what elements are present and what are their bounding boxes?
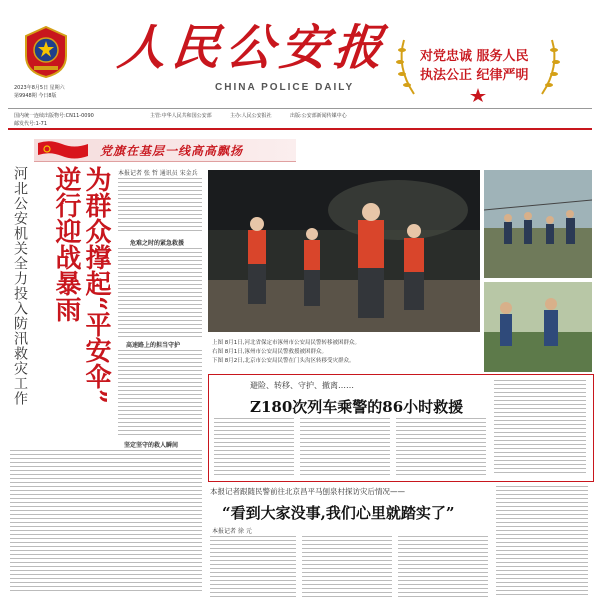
- interview-body-col-2: [302, 536, 392, 598]
- lead-body-text-3: [118, 350, 202, 438]
- rescue-photo-right: [484, 170, 592, 278]
- slogan-line-1: 对党忠诚 服务人民: [420, 49, 529, 64]
- lead-body-text-4: [10, 450, 202, 592]
- issue-date: 2023年8月5日 星期六: [14, 85, 65, 91]
- interview-kicker: 本报记者跟随民警前往北京昌平马刨泉村探访灾后情况——: [210, 487, 405, 496]
- masthead-english: CHINA POLICE DAILY: [215, 82, 355, 93]
- lead-byline: 本报记者 张 哲 通讯员 宋金兵: [118, 170, 198, 177]
- party-flag-icon: [36, 141, 90, 159]
- issn-text: 国内统一连续出版物号:CN11-0090: [14, 113, 94, 119]
- z180-body-col-3: [396, 418, 486, 476]
- interview-byline: 本报记者 徐 元: [212, 528, 252, 535]
- interview-body-col-1: [210, 536, 296, 598]
- z180-body-col-4: [494, 380, 586, 476]
- police-emblem-icon: [22, 26, 70, 78]
- postcode-text: 邮发代号:1-71: [14, 121, 48, 127]
- lead-title-line-1: 逆行迎战暴雨: [51, 166, 81, 322]
- z180-kicker: 避险、转移、守护、撤离……: [250, 381, 354, 390]
- masthead-divider: [8, 108, 592, 109]
- rescue-photo-lower: [484, 282, 592, 372]
- sponsor-text: 主管:中华人民共和国公安部: [150, 113, 212, 119]
- lead-title-line-2: 为群众撑起“平安伞”: [81, 166, 111, 404]
- banner-text: 党旗在基层一线高高飘扬: [100, 144, 244, 158]
- lead-subhead-1: 危难之时的紧急救援: [130, 240, 185, 247]
- z180-body-col-2: [300, 418, 390, 476]
- photo-caption-3: 下图 8月2日,北京市公安局民警在门头沟区转移受灾群众。: [212, 358, 355, 364]
- masthead-red-rule: [8, 128, 592, 130]
- z180-headline: Z180次列车乘警的86小时救援: [250, 398, 464, 416]
- photo-caption-2: 右图 8月1日,涿州市公安局民警救援被困群众。: [212, 349, 327, 355]
- slogan-line-2: 执法公正 纪律严明: [420, 68, 529, 83]
- lead-subhead-3: 坚定坚守的救人瞬间: [124, 442, 179, 449]
- publish-text: 出版:公安部新闻传媒中心: [290, 113, 347, 119]
- z180-body-col-1: [214, 418, 294, 476]
- lead-vertical-kicker: 河北公安机关全力投入防汛救灾工作: [12, 166, 28, 406]
- lead-body-text-2: [118, 248, 202, 338]
- publisher-text: 主办:人民公安报社: [230, 113, 272, 119]
- lead-subhead-2: 高速路上的担当守护: [126, 342, 181, 349]
- interview-body-col-3: [398, 536, 488, 598]
- rescue-photo-main: [208, 170, 480, 332]
- interview-headline: “看到大家没事,我们心里就踏实了”: [222, 504, 455, 522]
- photo-caption-1: 上图 8月1日,河北省保定市涿州市公安局民警转移被困群众。: [212, 340, 360, 346]
- lead-body-text: [118, 178, 202, 234]
- masthead-title: 人民公安报: [115, 20, 391, 76]
- right-column-body: [496, 486, 588, 598]
- issue-number: 第9948期 今日8版: [14, 93, 57, 99]
